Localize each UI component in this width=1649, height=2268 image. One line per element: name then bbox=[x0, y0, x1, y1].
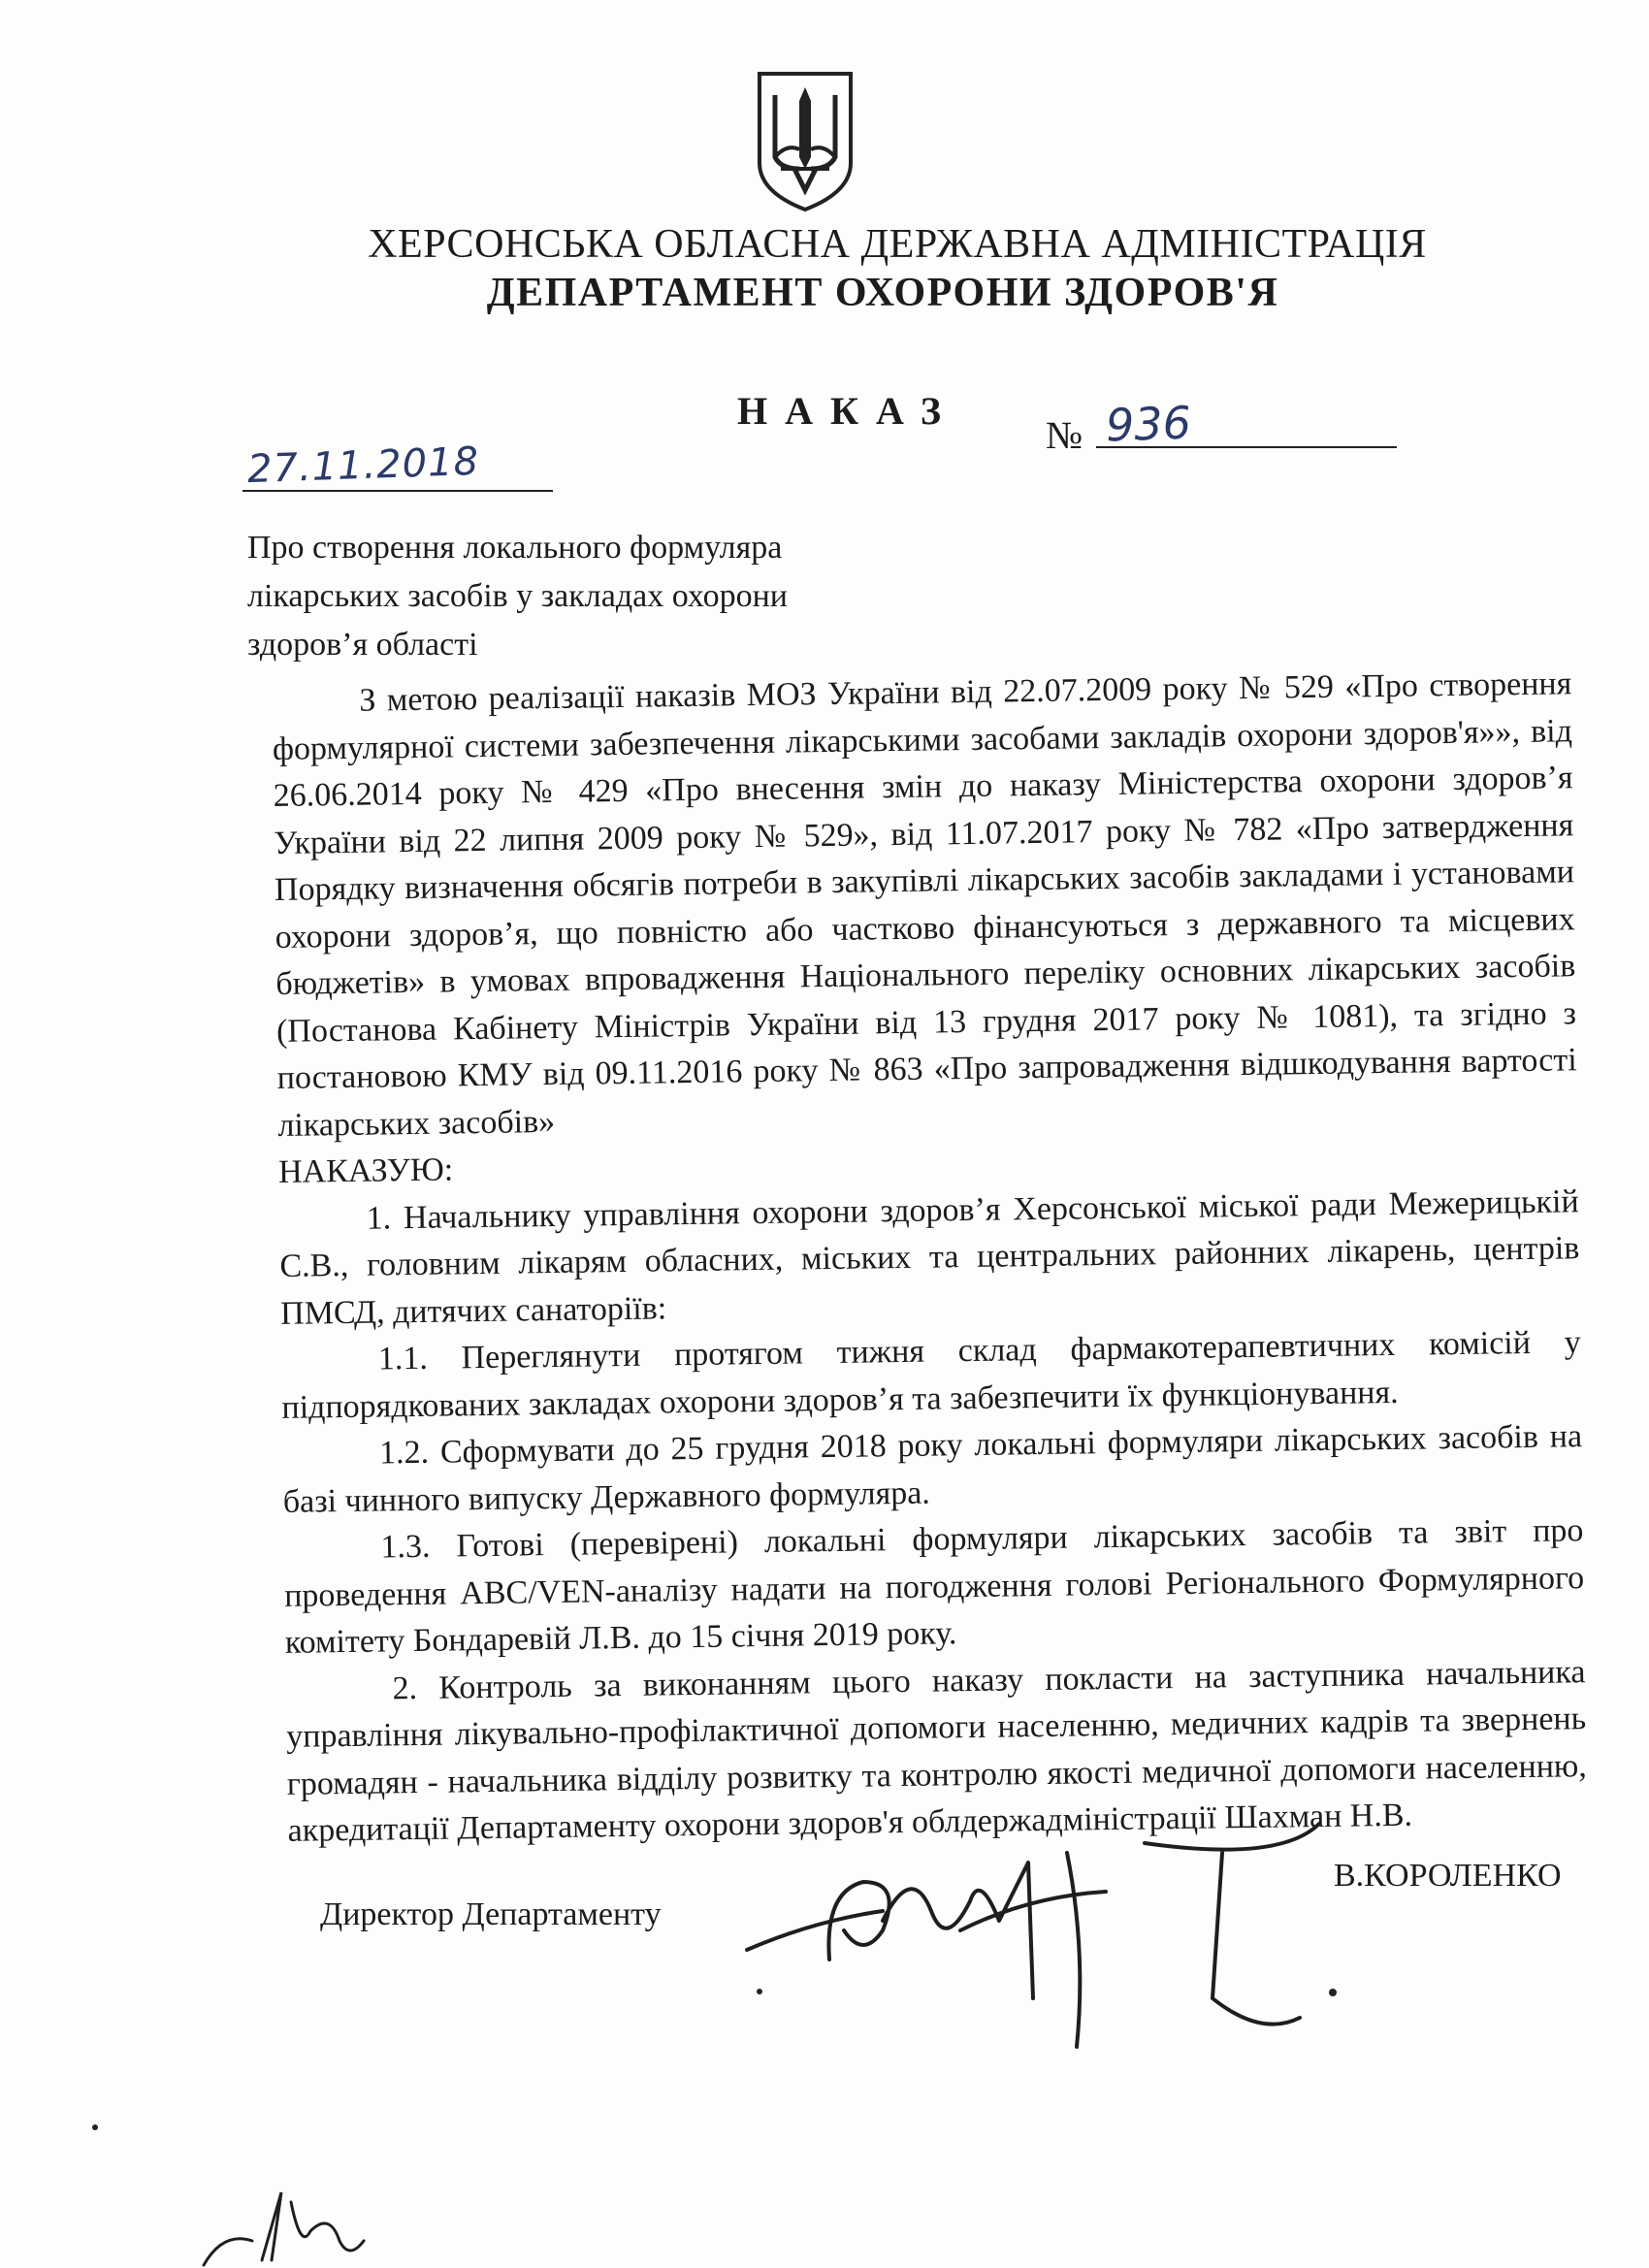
department-name: ДЕПАРТАМЕНТ ОХОРОНИ ЗДОРОВ'Я bbox=[486, 271, 1279, 315]
ink-dot bbox=[1329, 1989, 1337, 1996]
subject-line: лікарських засобів у закладах охорони bbox=[247, 578, 788, 614]
subject-line: Про створення локального формуляра bbox=[247, 530, 783, 566]
item-2: 2. Контроль за виконанням цього наказу покласти на заступника начальника управління лікувально-профілактичної допомоги населенню, медичних кадрів та звернень громадян - начальника відділу розвитку та контролю якості медичної допомоги населенню, акредитації Департаменту охорони здоров'я облдержадміністрації Шахман Н.В. bbox=[285, 1653, 1588, 1849]
date-field bbox=[242, 438, 553, 493]
document-type-title: НАКАЗ bbox=[737, 389, 959, 433]
signer-position: Директор Департаменту bbox=[320, 1896, 662, 1932]
ink-dot bbox=[757, 1989, 762, 1994]
ink-dot bbox=[92, 2124, 98, 2130]
order-word: НАКАЗУЮ: bbox=[277, 1151, 454, 1190]
item-1: 1. Начальнику управління охорони здоров’я Херсонської міської ради Межерицькій С.В., головним лікарям обласних, міських та центральних районних лікарень, центрів ПМСД, дитячих санаторіїв: bbox=[279, 1183, 1580, 1332]
item-1-1: 1.1. Переглянути протягом тижня склад фармакотерапевтичних комісій у підпорядкованих закладах охорони здоров’я та забезпечити їх функціонування. bbox=[281, 1324, 1581, 1426]
order-subject bbox=[247, 524, 926, 669]
handwritten-initials-icon bbox=[194, 2173, 388, 2268]
signer-name: В.КОРОЛЕНКО bbox=[1334, 1858, 1562, 1894]
handwritten-number: 936 bbox=[1105, 396, 1192, 452]
org-name: ХЕРСОНСЬКА ОБЛАСНА ДЕРЖАВНА АДМІНІСТРАЦІЯ bbox=[368, 222, 1427, 267]
handwritten-signature-icon bbox=[737, 1804, 1339, 2066]
handwritten-date: 27.11.2018 bbox=[246, 438, 480, 493]
subject-line: здоров’я області bbox=[247, 627, 478, 663]
item-1-3: 1.3. Готові (перевірені) локальні формуляри лікарських засобів та звіт про проведення ABC/VEN-аналізу надати на погодження голові Регіонального Формулярного комітету Бондаревій Л.В. до 15 січня 2019 року. bbox=[283, 1512, 1585, 1661]
trident-emblem-icon bbox=[752, 68, 858, 213]
number-field bbox=[1096, 396, 1397, 452]
number-label: № bbox=[1046, 413, 1083, 457]
organization-header bbox=[0, 221, 1649, 316]
order-body bbox=[272, 661, 1588, 1855]
item-1-2: 1.2. Сформувати до 25 грудня 2018 року локальні формуляри лікарських засобів на базі чинного випуску Державного формуляра. bbox=[282, 1418, 1583, 1520]
preamble-paragraph: З метою реалізації наказів МОЗ України від 22.07.2009 року № 529 «Про створення формулярної системи забезпечення лікарськими засобами закладів охорони здоров'я»», від 26.06.2014 року № 429 «Про внесення змін до наказу Міністерства охорони здоров’я України від 22 липня 2009 року № 529», від 11.07.2017 року № 782 «Про затвердження Порядку визначення обсягів потреби в закупівлі лікарських засобів закладами і установами охорони здоров’я, що повністю або частково фінансуються з державного та місцевих бюджетів» в умовах впровадження Національного переліку основних лікарських засобів (Постанова Кабінету Міністрів України від 13 грудня 2017 року № 1081), та згідно з постановою КМУ від 09.11.2016 року № 863 «Про запровадження відшкодування вартості лікарських засобів» bbox=[272, 665, 1577, 1144]
